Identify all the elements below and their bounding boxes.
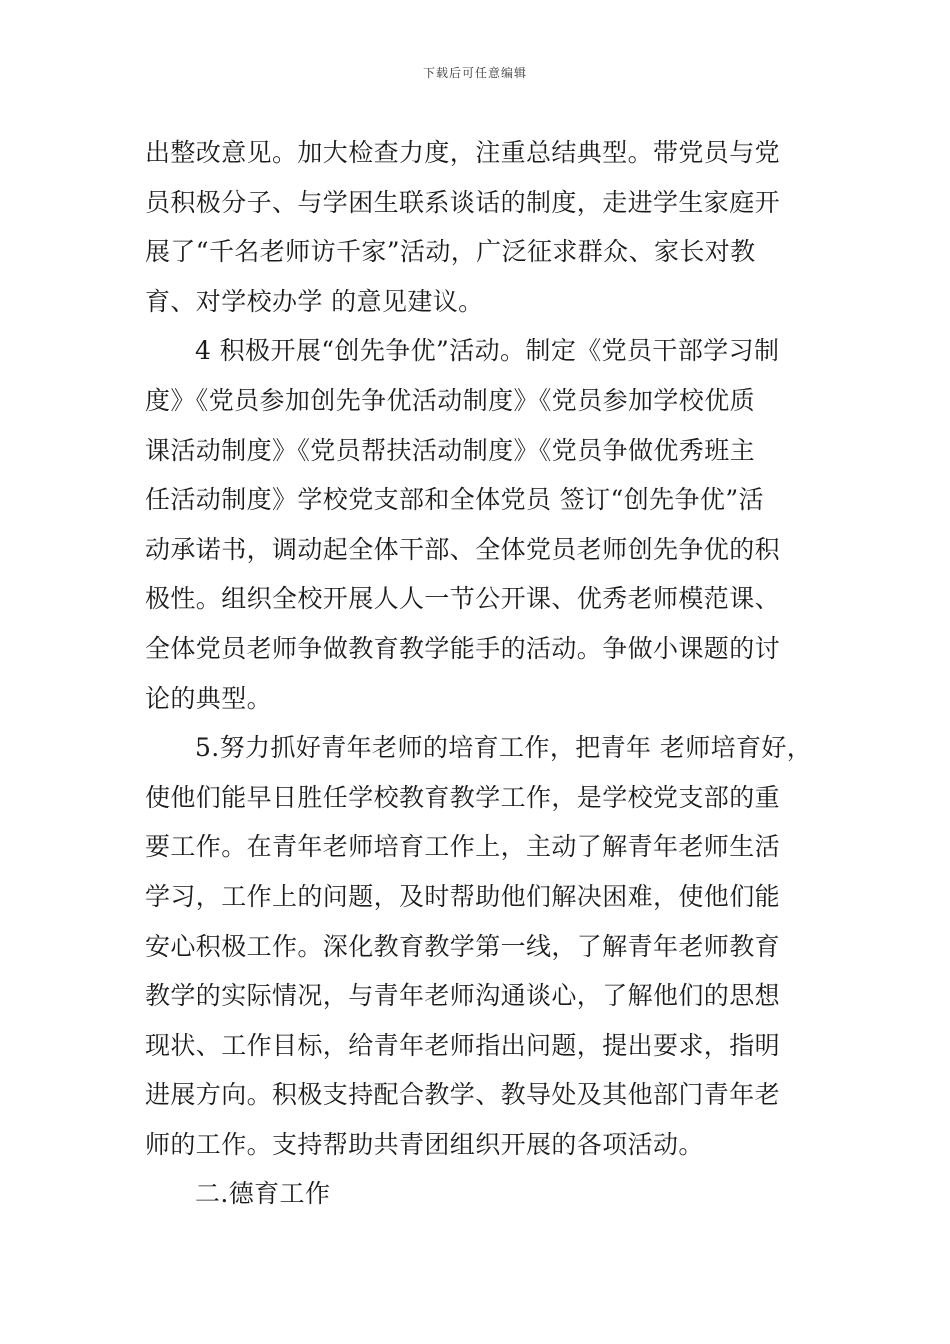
text-line: 4 积极开展“创先争优”活动。制定《党员干部学习制 (195, 336, 780, 366)
text-line: 育、对学校办学 的意见建议。 (145, 286, 484, 316)
text-line: 要工作。在青年老师培育工作上，主动了解青年老师生活 (145, 832, 781, 862)
text-line: 员积极分子、与学困生联系谈话的制度，走进学生家庭开 (145, 187, 781, 217)
document-body (145, 128, 825, 1219)
text-line: 全体党员老师争做教育教学能手的活动。争做小课题的讨 (145, 633, 781, 663)
page-header: 下载后可任意编辑 (422, 66, 527, 80)
text-line: 教学的实际情况，与青年老师沟通谈心，了解他们的思想 (145, 981, 781, 1011)
text-line: 课活动制度》《党员帮扶活动制度》《党员争做优秀班主 (145, 435, 756, 465)
text-line: 极性。组织全校开展人人一节公开课、优秀老师模范课、 (145, 584, 781, 614)
text-line: 安心积极工作。深化教育教学第一线，了解青年老师教育 (145, 931, 781, 961)
text-line: 现状、工作目标，给青年老师指出问题，提出要求，指明 (145, 1030, 781, 1060)
text-line: 出整改意见。加大检查力度，注重总结典型。带党员与党 (145, 138, 781, 167)
text-line: 5.努力抓好青年老师的培育工作，把青年 老师培育好， (195, 733, 813, 763)
text-line: 师的工作。支持帮助共青团组织开展的各项活动。 (145, 1129, 704, 1159)
text-line: 学习，工作上的问题，及时帮助他们解决困难，使他们能 (145, 881, 781, 911)
text-line: 论的典型。 (145, 683, 273, 713)
text-line: 度》《党员参加创先争优活动制度》《党员参加学校优质 (145, 385, 756, 415)
text-line: 动承诺书，调动起全体干部、全体党员老师创先争优的积 (145, 534, 781, 564)
text-line: 进展方向。积极支持配合教学、教导处及其他部门青年老 (145, 1080, 781, 1110)
text-line: 展了“千名老师访千家”活动，广泛征求群众、家长对教 (145, 237, 756, 267)
text-line: 使他们能早日胜任学校教育教学工作，是学校党支部的重 (145, 782, 781, 812)
text-line: 任活动制度》学校党支部和全体党员 签订“创先争优”活 (145, 485, 764, 515)
text-line: 二.德育工作 (195, 1179, 331, 1209)
